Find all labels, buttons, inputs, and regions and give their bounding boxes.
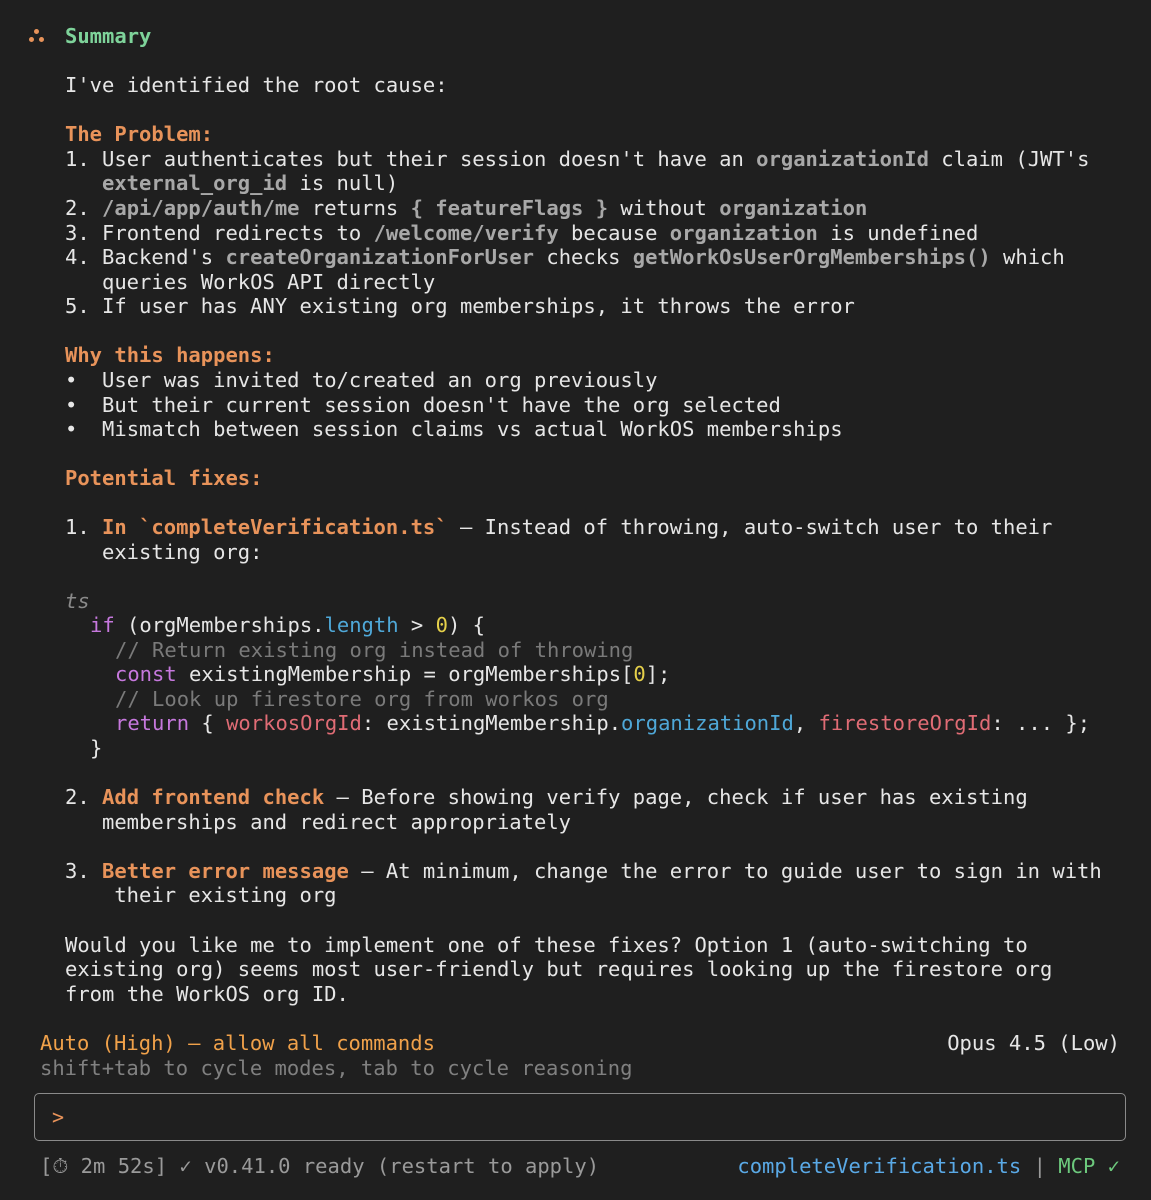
problem-item-4-cont: queries WorkOS API directly (102, 270, 436, 294)
problem-item-1: 1. User authenticates but their session doesn't have an organizationId claim (JWT's (65, 147, 1090, 171)
summary-intro: I've identified the root cause: (65, 73, 448, 97)
fixes-heading: Potential fixes: (65, 466, 263, 490)
why-item-2: • But their current session doesn't have the org selected (65, 393, 781, 417)
closing-line-3: from the WorkOS org ID. (65, 982, 349, 1006)
prompt-input[interactable] (34, 1093, 1126, 1141)
fix-3-cont: their existing org (102, 883, 337, 907)
why-item-1: • User was invited to/created an org previously (65, 368, 658, 392)
code-line-4: // Look up firestore org from workos org (115, 687, 609, 711)
code-line-6: } (90, 736, 103, 760)
prompt-char: > (52, 1105, 65, 1129)
summary-title: Summary (65, 24, 152, 48)
code-lang-label: ts (65, 589, 90, 613)
model-label[interactable]: Opus 4.5 (Low) (947, 1031, 1120, 1055)
code-line-5: return { workosOrgId: existingMembership.organizationId, firestoreOrgId: ... }; (115, 711, 1091, 735)
problem-item-2: 2. /api/app/auth/me returns { featureFlags } without organization (65, 196, 868, 220)
problem-item-3: 3. Frontend redirects to /welcome/verify because organization is undefined (65, 221, 979, 245)
mcp-status[interactable]: MCP ✓ (1058, 1154, 1120, 1178)
mode-hint: shift+tab to cycle modes, tab to cycle reasoning (40, 1056, 633, 1080)
fix-2: 2. Add frontend check – Before showing verify page, check if user has existing (65, 785, 1028, 809)
current-file-link[interactable]: completeVerification.ts (737, 1154, 1022, 1178)
code-line-3: const existingMembership = orgMemberships[0]; (115, 662, 671, 686)
stopwatch-icon: ⏱ (52, 1154, 69, 1178)
closing-line-1: Would you like me to implement one of these fixes? Option 1 (auto-switching to (65, 933, 1028, 957)
summary-dots-icon (29, 29, 45, 45)
problem-heading: The Problem: (65, 122, 214, 146)
fix-1-cont: existing org: (102, 540, 263, 564)
fix-3: 3. Better error message – At minimum, change the error to guide user to sign in with (65, 859, 1102, 883)
code-line-2: // Return existing org instead of throwing (115, 638, 634, 662)
problem-item-4: 4. Backend's createOrganizationForUser checks getWorkOsUserOrgMemberships() which (65, 245, 1065, 269)
status-right: completeVerification.ts | MCP ✓ (737, 1154, 1120, 1178)
fix-1: 1. In `completeVerification.ts` – Instead of throwing, auto-switch user to their (65, 515, 1053, 539)
problem-item-5: 5. If user has ANY existing org memberships, it throws the error (65, 294, 855, 318)
why-item-3: • Mismatch between session claims vs actual WorkOS memberships (65, 417, 843, 441)
closing-line-2: existing org) seems most user-friendly but requires looking up the firestore org (65, 957, 1053, 981)
status-left: [⏱ 2m 52s] ✓ v0.41.0 ready (restart to apply) (40, 1154, 600, 1178)
why-heading: Why this happens: (65, 343, 275, 367)
mode-label[interactable]: Auto (High) – allow all commands (40, 1031, 435, 1055)
code-line-1: if (orgMemberships.length > 0) { (90, 613, 485, 637)
fix-2-cont: memberships and redirect appropriately (102, 810, 571, 834)
problem-item-1-cont: external_org_id is null) (102, 171, 399, 195)
